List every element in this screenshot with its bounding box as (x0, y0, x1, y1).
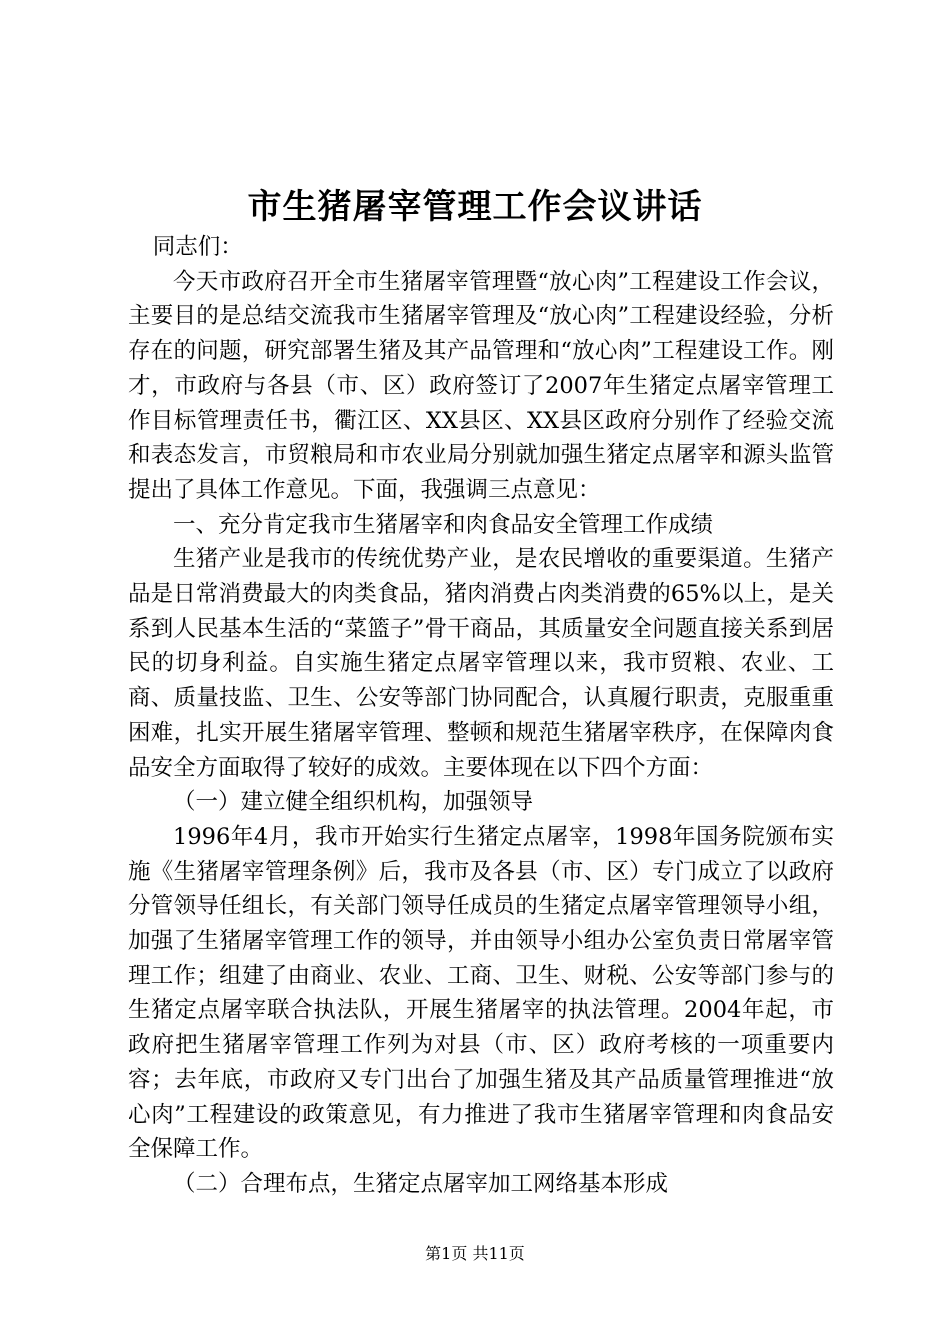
subsection-heading-1: （一）建立健全组织机构，加强领导 (173, 789, 534, 816)
body-paragraph: 1996年4月，我市开始实行生猪定点屠宰，1998年国务院颁布实施《生猪屠宰管理条例》后，我市及各县（市、区）专门成立了以政府分管领导任组长，有关部门领导任成员的生猪定点屠宰管理领导小组，加强了生猪屠宰管理工作的领导，并由领导小组办公室负责日常屠宰管理工作；组建了由商业、农业、工商、卫生、财税、公安等部门参与的生猪定点屠宰联合执法队，开展生猪屠宰的执法管理。2004年起，市政府把生猪屠宰管理工作列为对县（市、区）政府考核的一项重要内容；去年底，市政府又专门出台了加强生猪及其产品质量管理推进“放心肉”工程建设的政策意见，有力推进了我市生猪屠宰管理和肉食品安全保障工作。 (128, 823, 834, 1163)
document-title: 市生猪屠宰管理工作会议讲话 (247, 187, 703, 227)
greeting-paragraph: 同志们： (152, 234, 243, 260)
page-number-footer: 第1页 共11页 (425, 1244, 525, 1263)
section-heading-1: 一、充分肯定我市生猪屠宰和肉食品安全管理工作成绩 (173, 511, 714, 538)
document-body (128, 230, 834, 1202)
intro-paragraph: 今天市政府召开全市生猪屠宰管理暨“放心肉”工程建设工作会议，主要目的是总结交流我市生猪屠宰管理及“放心肉”工程建设经验，分析存在的问题，研究部署生猪及其产品管理和“放心肉”工程建设工作。刚才，市政府与各县（市、区）政府签订了2007年生猪定点屠宰管理工作目标管理责任书，衢江区、XX县区、XX县区政府分别作了经验交流和表态发言，市贸粮局和市农业局分别就加强生猪定点屠宰和源头监管提出了具体工作意见。下面，我强调三点意见： (128, 268, 834, 503)
subsection-heading-2: （二）合理布点，生猪定点屠宰加工网络基本形成 (173, 1170, 669, 1197)
body-paragraph: 生猪产业是我市的传统优势产业，是农民增收的重要渠道。生猪产品是日常消费最大的肉类食品，猪肉消费占肉类消费的65%以上，是关系到人民基本生活的“菜篮子”骨干商品，其质量安全问题直接关系到居民的切身利益。自实施生猪定点屠宰管理以来，我市贸粮、农业、工商、质量技监、卫生、公安等部门协同配合，认真履行职责，克服重重困难，扎实开展生猪屠宰管理、整顿和规范生猪屠宰秩序，在保障肉食品安全方面取得了较好的成效。主要体现在以下四个方面： (128, 546, 834, 781)
